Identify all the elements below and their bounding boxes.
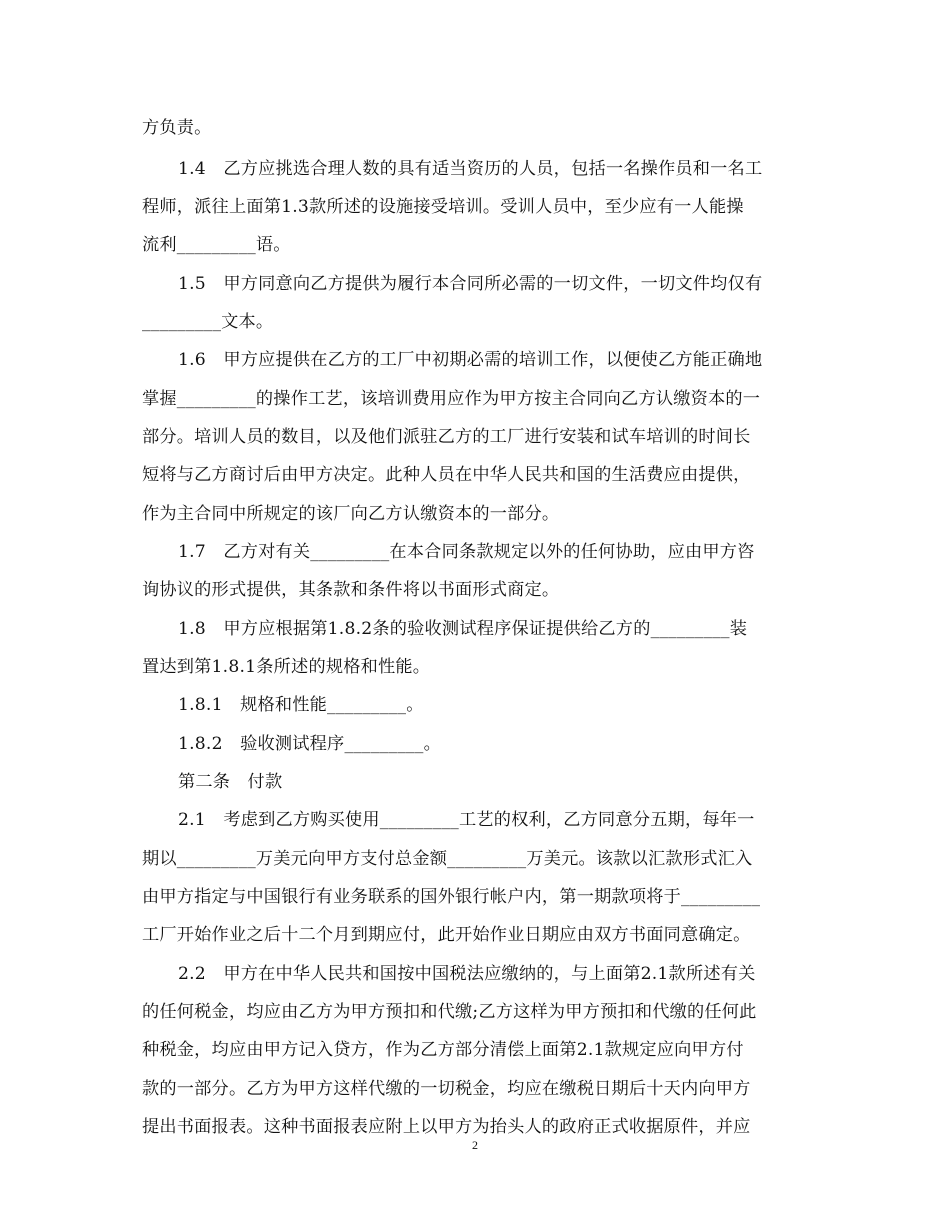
clause-2-2: 2.2 甲方在中华人民共和国按中国税法应缴纳的，与上面第2.1款所述有关 bbox=[178, 964, 756, 984]
text-line: _________文本。 bbox=[142, 312, 274, 332]
text-line: 短将与乙方商讨后由甲方决定。此种人员在中华人民共和国的生活费应由提供， bbox=[142, 465, 751, 485]
text-line: 方负责。 bbox=[142, 118, 212, 138]
text-line: 种税金，均应由甲方记入贷方，作为乙方部分清偿上面第2.1款规定应向甲方付 bbox=[142, 1040, 744, 1060]
clause-1-8: 1.8 甲方应根据第1.8.2条的验收测试程序保证提供给乙方的_________装 bbox=[178, 619, 748, 639]
text-line: 部分。培训人员的数目，以及他们派驻乙方的工厂进行安装和试车培训的时间长 bbox=[142, 427, 751, 447]
text-line: 工厂开始作业之后十二个月到期应付，此开始作业日期应由双方书面同意确定。 bbox=[142, 925, 751, 945]
text-line: 流利_________语。 bbox=[142, 235, 291, 255]
text-line: 期以_________万美元向甲方支付总金额_________万美元。该款以汇款形式汇入 bbox=[142, 849, 753, 869]
clause-2-1: 2.1 考虑到乙方购买使用_________工艺的权利，乙方同意分五期，每年一 bbox=[178, 810, 755, 830]
clause-1-4: 1.4 乙方应挑选合理人数的具有适当资历的人员，包括一名操作员和一名工 bbox=[178, 159, 763, 179]
text-line: 由甲方指定与中国银行有业务联系的国外银行帐户内，第一期款项将于_________ bbox=[142, 887, 761, 907]
clause-1-8-2: 1.8.2 验收测试程序_________。 bbox=[178, 734, 441, 754]
text-line: 询协议的形式提供，其条款和条件将以书面形式商定。 bbox=[142, 580, 560, 600]
clause-1-7: 1.7 乙方对有关_________在本合同条款规定以外的任何协助，应由甲方咨 bbox=[178, 542, 755, 562]
article-heading: 第二条 付款 bbox=[178, 772, 283, 792]
text-line: 款的一部分。乙方为甲方这样代缴的一切税金，均应在缴税日期后十天内向甲方 bbox=[142, 1079, 751, 1099]
text-line: 程师，派往上面第1.3款所述的设施接受培训。受训人员中，至少应有一人能操 bbox=[142, 197, 744, 217]
text-line: 的任何税金，均应由乙方为甲方预扣和代缴;乙方这样为甲方预扣和代缴的任何此 bbox=[142, 1002, 757, 1022]
clause-1-6: 1.6 甲方应提供在乙方的工厂中初期必需的培训工作，以便使乙方能正确地 bbox=[178, 350, 763, 370]
clause-1-5: 1.5 甲方同意向乙方提供为履行本合同所必需的一切文件，一切文件均仅有 bbox=[178, 274, 763, 294]
page-number: 2 bbox=[472, 1138, 478, 1152]
text-line: 作为主合同中所规定的该厂向乙方认缴资本的一部分。 bbox=[142, 504, 560, 524]
text-line: 置达到第1.8.1条所述的规格和性能。 bbox=[142, 657, 431, 677]
clause-1-8-1: 1.8.1 规格和性能_________。 bbox=[178, 695, 424, 715]
text-line: 提出书面报表。这种书面报表应附上以甲方为抬头人的政府正式收据原件，并应 bbox=[142, 1117, 751, 1137]
text-line: 掌握_________的操作工艺，该培训费用应作为甲方按主合同向乙方认缴资本的一 bbox=[142, 389, 761, 409]
